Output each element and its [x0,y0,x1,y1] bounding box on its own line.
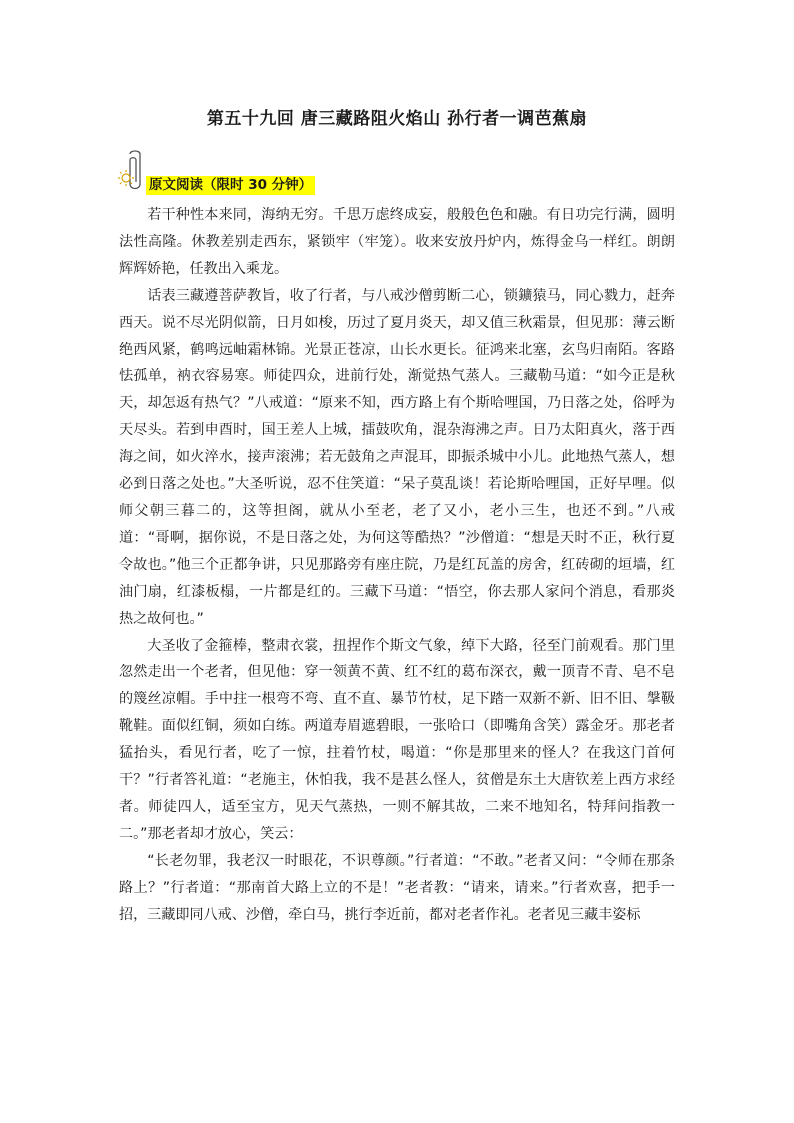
paragraph: “长老勿罪，我老汉一时眼花，不识尊颜。”行者道：“不敢。”老者又问：“令师在那条路上？”行者道：“那南首大路上立的不是！”老者教：“请来，请来。”行者欢喜，把手一招，三藏即同八戒、沙僧，牵白马，挑行李近前，都对老者作礼。老者见三藏丰姿标 [119,852,675,923]
paragraph: 大圣收了金箍棒，整肃衣裳，扭捏作个斯文气象，绰下大路，径至门前观看。那门里忽然走出一个老者，但见他：穿一领黄不黄、红不红的葛布深衣，戴一顶青不青、皂不皂的篾丝凉帽。手中拄一根弯不弯、直不直、暴节竹杖，足下踏一双新不新、旧不旧、搫靸靴鞋。面似红铜，须如白练。两道寿眉遮碧眼，一张哈口（即嘴角含笑）露金牙。那老者猛抬头，看见行者，吃了一惊，拄着竹杖，喝道：“你是那里来的怪人？在我这门首何干？”行者答礼道：“老施主，休怕我，我不是甚么怪人，贫僧是东土大唐钦差上西方求经者。师徒四人，适至宝方，见天气蒸热，一则不解其故，二来不地知名，特拜问指教一二。”那老者却才放心，笑云： [119,637,675,842]
paragraph: 话表三藏遵菩萨教旨，收了行者，与八戒沙僧剪断二心，锁鑛猿马，同心戮力，赶奔西天。说不尽光阴似箭，日月如梭，历过了夏月炎天，却又值三秋霜景，但见那：薄云断绝西风紧，鹤鸣远岫霜林锦。光景正苍凉，山长水更长。征鸿来北塞，玄鸟归南陌。客路怯孤单，衲衣容易寒。师徒四众，进前行处，渐觉热气蒸人。三藏勒马道：“如今正是秋天，却怎返有热气？”八戒道：“原来不知，西方路上有个斯哈哩国，乃日落之处，俗呼为天尽头。若到申酉时，国王差人上城，擂鼓吹角，混杂海沸之声。日乃太阳真火，落于西海之间，如火淬水，接声滚沸；若无鼓角之声混耳，即振杀城中小儿。此地热气蒸人，想必到日落之处也。”大圣听说，忍不住笑道：“呆子莫乱谈！若论斯哈哩国，正好早哩。似师父朝三暮二的，这等担阁，就从小至老，老了又小，老小三生，也还不到。”八戒道：“哥啊，据你说，不是日落之处，为何这等酷热？”沙僧道：“想是天时不正，秋行夏令故也。”他三个正都争讲，只见那路旁有座庄院，乃是红瓦盖的房舍，红砖砌的垣墙，红油门扇，红漆板榻，一片都是红的。三藏下马道：“悟空，你去那人家问个消息，看那炎热之故何也。” [119,287,675,627]
body-text [119,202,675,928]
section-label: 原文阅读（限时 30 分钟） [146,176,315,195]
paragraph: 若干种性本来同，海纳无穷。千思万虑终成妄，般般色色和融。有日功完行满，圆明法性高隆。休教差别走西东，紧锁牢（牢笼）。收来安放丹炉内，炼得金乌一样红。朗朗辉辉娇艳，任教出入乘龙。 [119,207,675,277]
chapter-title: 第五十九回 唐三藏路阻火焰山 孙行者一调芭蕉扇 [206,109,588,129]
